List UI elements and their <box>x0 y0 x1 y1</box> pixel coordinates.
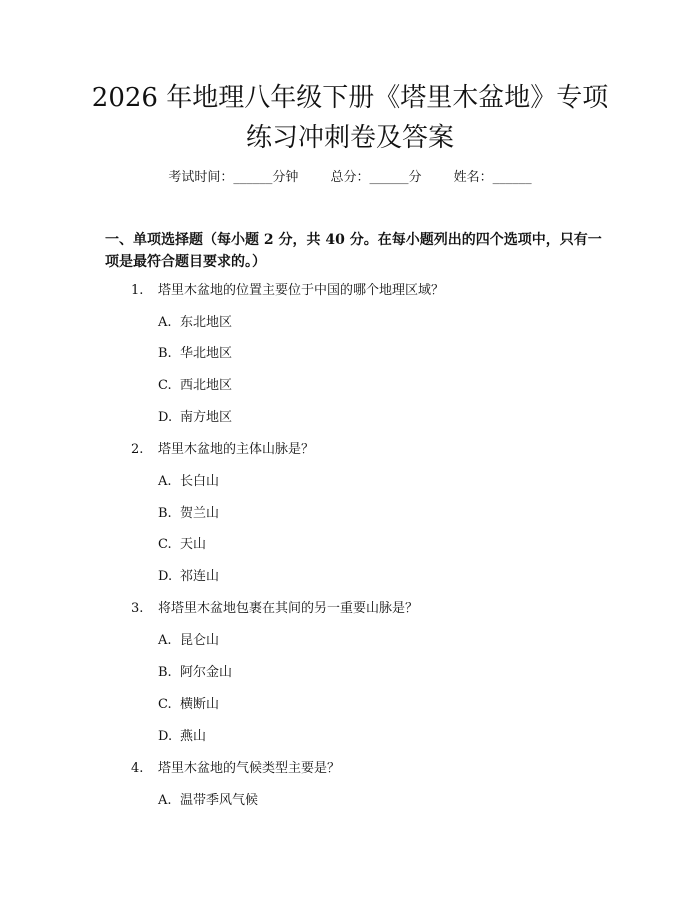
question-text: 塔里木盆地的位置主要位于中国的哪个地理区域？ <box>158 283 445 298</box>
student-name-field: 姓名：______ <box>453 170 532 185</box>
option-1d <box>158 408 232 428</box>
question-text: 将塔里木盆地包裹在其间的另一重要山脉是？ <box>158 601 419 616</box>
option-letter: C. <box>158 378 172 393</box>
option-3c <box>158 695 219 715</box>
option-2d <box>158 567 219 587</box>
option-text: 温带季风气候 <box>180 793 259 808</box>
section-heading: 一、单项选择题（每小题 2 分，共 40 分。在每小题列出的四个选项中，只有一项是最符合题目要求的。） <box>105 232 602 270</box>
option-text: 燕山 <box>180 729 207 744</box>
question-1 <box>131 281 444 301</box>
option-1c <box>158 376 232 396</box>
option-text: 阿尔金山 <box>180 665 233 680</box>
question-number: 2. <box>131 442 144 457</box>
question-3 <box>131 599 418 619</box>
option-text: 天山 <box>180 537 207 552</box>
option-text: 祁连山 <box>180 569 220 584</box>
option-1a <box>158 313 232 333</box>
option-letter: A. <box>158 315 172 330</box>
option-letter: D. <box>158 410 173 425</box>
option-letter: C. <box>158 697 172 712</box>
option-text: 华北地区 <box>180 346 233 361</box>
question-2 <box>131 440 314 460</box>
option-2c <box>158 535 206 555</box>
question-number: 1. <box>131 283 144 298</box>
question-text: 塔里木盆地的气候类型主要是？ <box>158 761 341 776</box>
option-letter: B. <box>158 346 172 361</box>
option-2a <box>158 472 219 492</box>
option-letter: B. <box>158 506 172 521</box>
option-letter: D. <box>158 569 173 584</box>
question-number: 4. <box>131 761 144 776</box>
option-2b <box>158 504 219 524</box>
title-line-2: 练习冲刺卷及答案 <box>245 123 454 153</box>
option-letter: A. <box>158 633 172 648</box>
option-letter: C. <box>158 537 172 552</box>
option-text: 昆仑山 <box>180 633 220 648</box>
option-1b <box>158 344 232 364</box>
question-number: 3. <box>131 601 144 616</box>
page-title <box>40 78 660 158</box>
option-letter: A. <box>158 474 172 489</box>
title-line-1: 2026 年地理八年级下册《塔里木盆地》专项 <box>91 83 609 113</box>
total-score-field: 总分：______分 <box>330 170 422 185</box>
option-text: 横断山 <box>180 697 220 712</box>
option-3a <box>158 631 219 651</box>
question-text: 塔里木盆地的主体山脉是？ <box>158 442 315 457</box>
option-letter: D. <box>158 729 173 744</box>
option-text: 东北地区 <box>180 315 233 330</box>
exam-meta <box>0 168 700 188</box>
option-letter: A. <box>158 793 172 808</box>
option-text: 南方地区 <box>180 410 233 425</box>
option-4a <box>158 791 258 811</box>
option-letter: B. <box>158 665 172 680</box>
option-text: 长白山 <box>180 474 220 489</box>
option-3d <box>158 727 206 747</box>
question-4 <box>131 759 340 779</box>
option-text: 西北地区 <box>180 378 233 393</box>
exam-time-field: 考试时间：______分钟 <box>168 170 299 185</box>
option-3b <box>158 663 232 683</box>
option-text: 贺兰山 <box>180 506 220 521</box>
